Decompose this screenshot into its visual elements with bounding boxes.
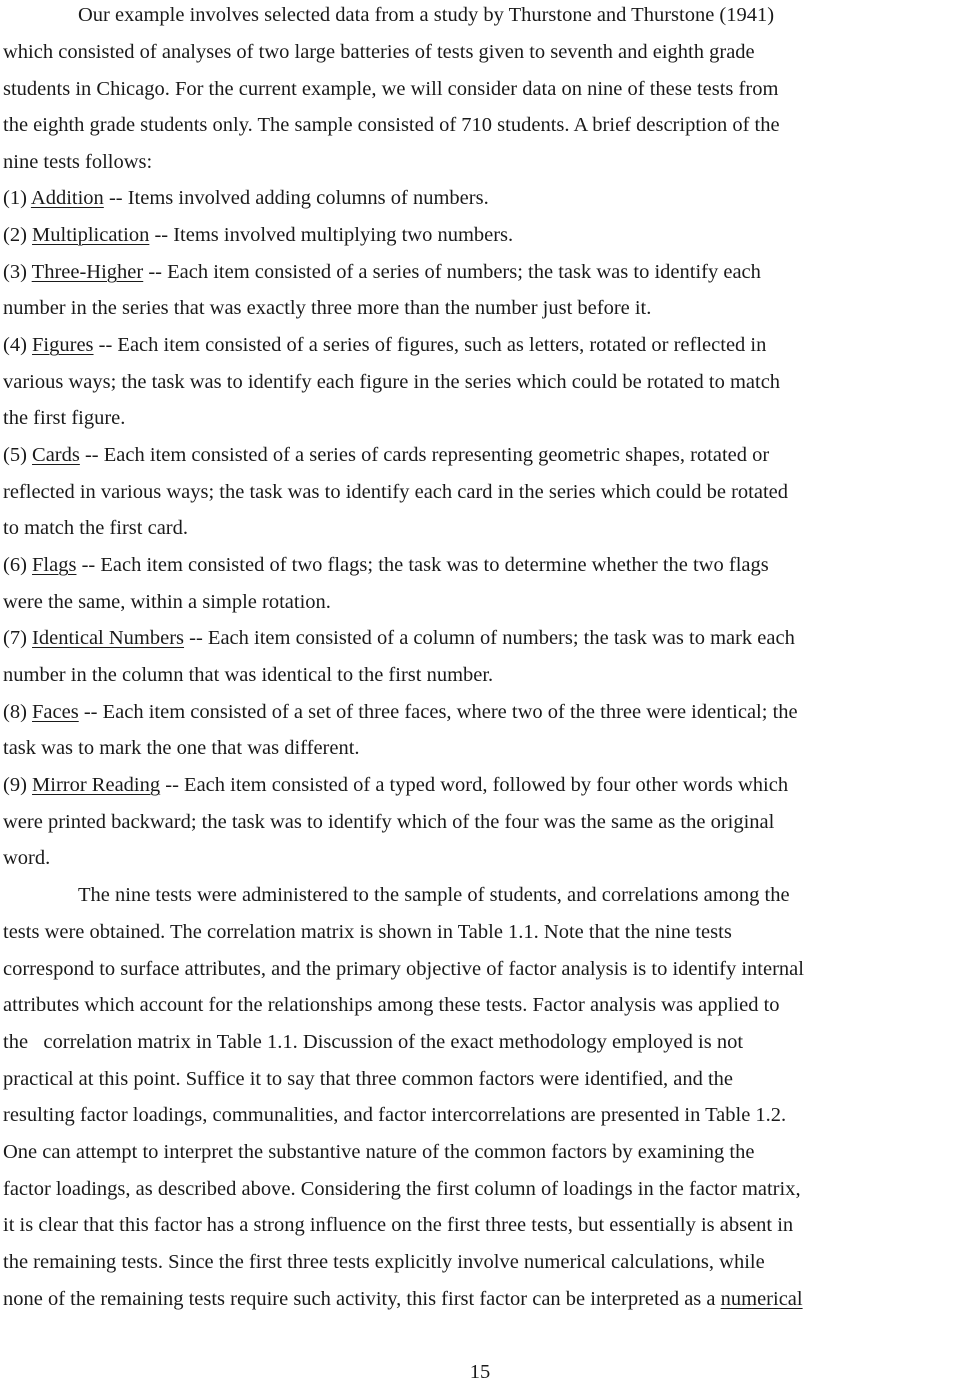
- emphasized-term: numerical: [720, 1288, 803, 1310]
- discussion-line-5: the correlation matrix in Table 1.1. Discussion of the exact methodology employed is not: [3, 1031, 744, 1053]
- test-item-9-line-3: word.: [3, 847, 51, 869]
- test-name: Flags: [32, 554, 77, 576]
- discussion-line-12: none of the remaining tests require such activity, this first factor can be interpreted as a numerical: [3, 1288, 803, 1310]
- test-name: Addition: [30, 187, 104, 209]
- test-name: Multiplication: [32, 224, 150, 246]
- test-item-2: (2) Multiplication -- Items involved multiplying two numbers.: [3, 224, 514, 246]
- test-item-8: (8) Faces -- Each item consisted of a set of three faces, where two of the three were identical; the: [3, 701, 798, 723]
- test-item-4-line-2: various ways; the task was to identify each figure in the series which could be rotated to match: [3, 371, 781, 393]
- discussion-line-8: One can attempt to interpret the substantive nature of the common factors by examining the: [3, 1141, 755, 1163]
- test-item-5-line-3: to match the first card.: [3, 517, 189, 539]
- intro-line-4: the eighth grade students only. The sample consisted of 710 students. A brief description of the: [3, 114, 780, 136]
- intro-line-2: which consisted of analyses of two large batteries of tests given to seventh and eighth grade: [3, 41, 755, 63]
- test-item-8-line-2: task was to mark the one that was different.: [3, 737, 360, 759]
- test-item-9-line-2: were printed backward; the task was to identify which of the four was the same as the original: [3, 811, 775, 833]
- test-item-7: (7) Identical Numbers -- Each item consisted of a column of numbers; the task was to mark each: [3, 627, 795, 649]
- test-item-5: (5) Cards -- Each item consisted of a series of cards representing geometric shapes, rotated or: [3, 444, 770, 466]
- test-item-4: (4) Figures -- Each item consisted of a series of figures, such as letters, rotated or reflected in: [3, 334, 767, 356]
- test-name: Cards: [32, 444, 80, 466]
- discussion-line-7: resulting factor loadings, communalities, and factor intercorrelations are presented in Table 1.2.: [3, 1104, 787, 1126]
- discussion-line-6: practical at this point. Suffice it to say that three common factors were identified, and the: [3, 1068, 733, 1090]
- discussion-line-10: it is clear that this factor has a strong influence on the first three tests, but essentially is absent in: [3, 1214, 794, 1236]
- test-name: Figures: [32, 334, 94, 356]
- test-item-1: (1) Addition -- Items involved adding columns of numbers.: [3, 187, 489, 209]
- test-item-6-line-2: were the same, within a simple rotation.: [3, 591, 331, 613]
- test-item-3: (3) Three-Higher -- Each item consisted of a series of numbers; the task was to identify each: [3, 261, 761, 283]
- discussion-line-1: The nine tests were administered to the sample of students, and correlations among the: [78, 884, 790, 906]
- intro-line-3: students in Chicago. For the current example, we will consider data on nine of these tests from: [3, 78, 779, 100]
- test-name: Three-Higher: [31, 261, 144, 283]
- test-name: Faces: [32, 701, 79, 723]
- test-item-6: (6) Flags -- Each item consisted of two flags; the task was to determine whether the two flags: [3, 554, 769, 576]
- test-item-3-line-2: number in the series that was exactly three more than the number just before it.: [3, 297, 652, 319]
- test-item-9: (9) Mirror Reading -- Each item consisted of a typed word, followed by four other words which: [3, 774, 789, 796]
- discussion-line-4: attributes which account for the relationships among these tests. Factor analysis was applied to: [3, 994, 780, 1016]
- discussion-line-11: the remaining tests. Since the first three tests explicitly involve numerical calculations, while: [3, 1251, 765, 1273]
- intro-line-5: nine tests follows:: [3, 151, 153, 173]
- test-item-5-line-2: reflected in various ways; the task was to identify each card in the series which could be rotated: [3, 481, 788, 503]
- page-number: 15: [469, 1361, 491, 1383]
- test-name: Identical Numbers: [32, 627, 185, 649]
- discussion-line-3: correspond to surface attributes, and the primary objective of factor analysis is to identify internal: [3, 958, 804, 980]
- discussion-line-9: factor loadings, as described above. Considering the first column of loadings in the factor matrix,: [3, 1178, 801, 1200]
- discussion-line-2: tests were obtained. The correlation matrix is shown in Table 1.1. Note that the nine tests: [3, 921, 732, 943]
- test-item-4-line-3: the first figure.: [3, 407, 126, 429]
- test-item-7-line-2: number in the column that was identical to the first number.: [3, 664, 494, 686]
- intro-line-1: Our example involves selected data from a study by Thurstone and Thurstone (1941): [78, 4, 775, 26]
- test-name: Mirror Reading: [32, 774, 161, 796]
